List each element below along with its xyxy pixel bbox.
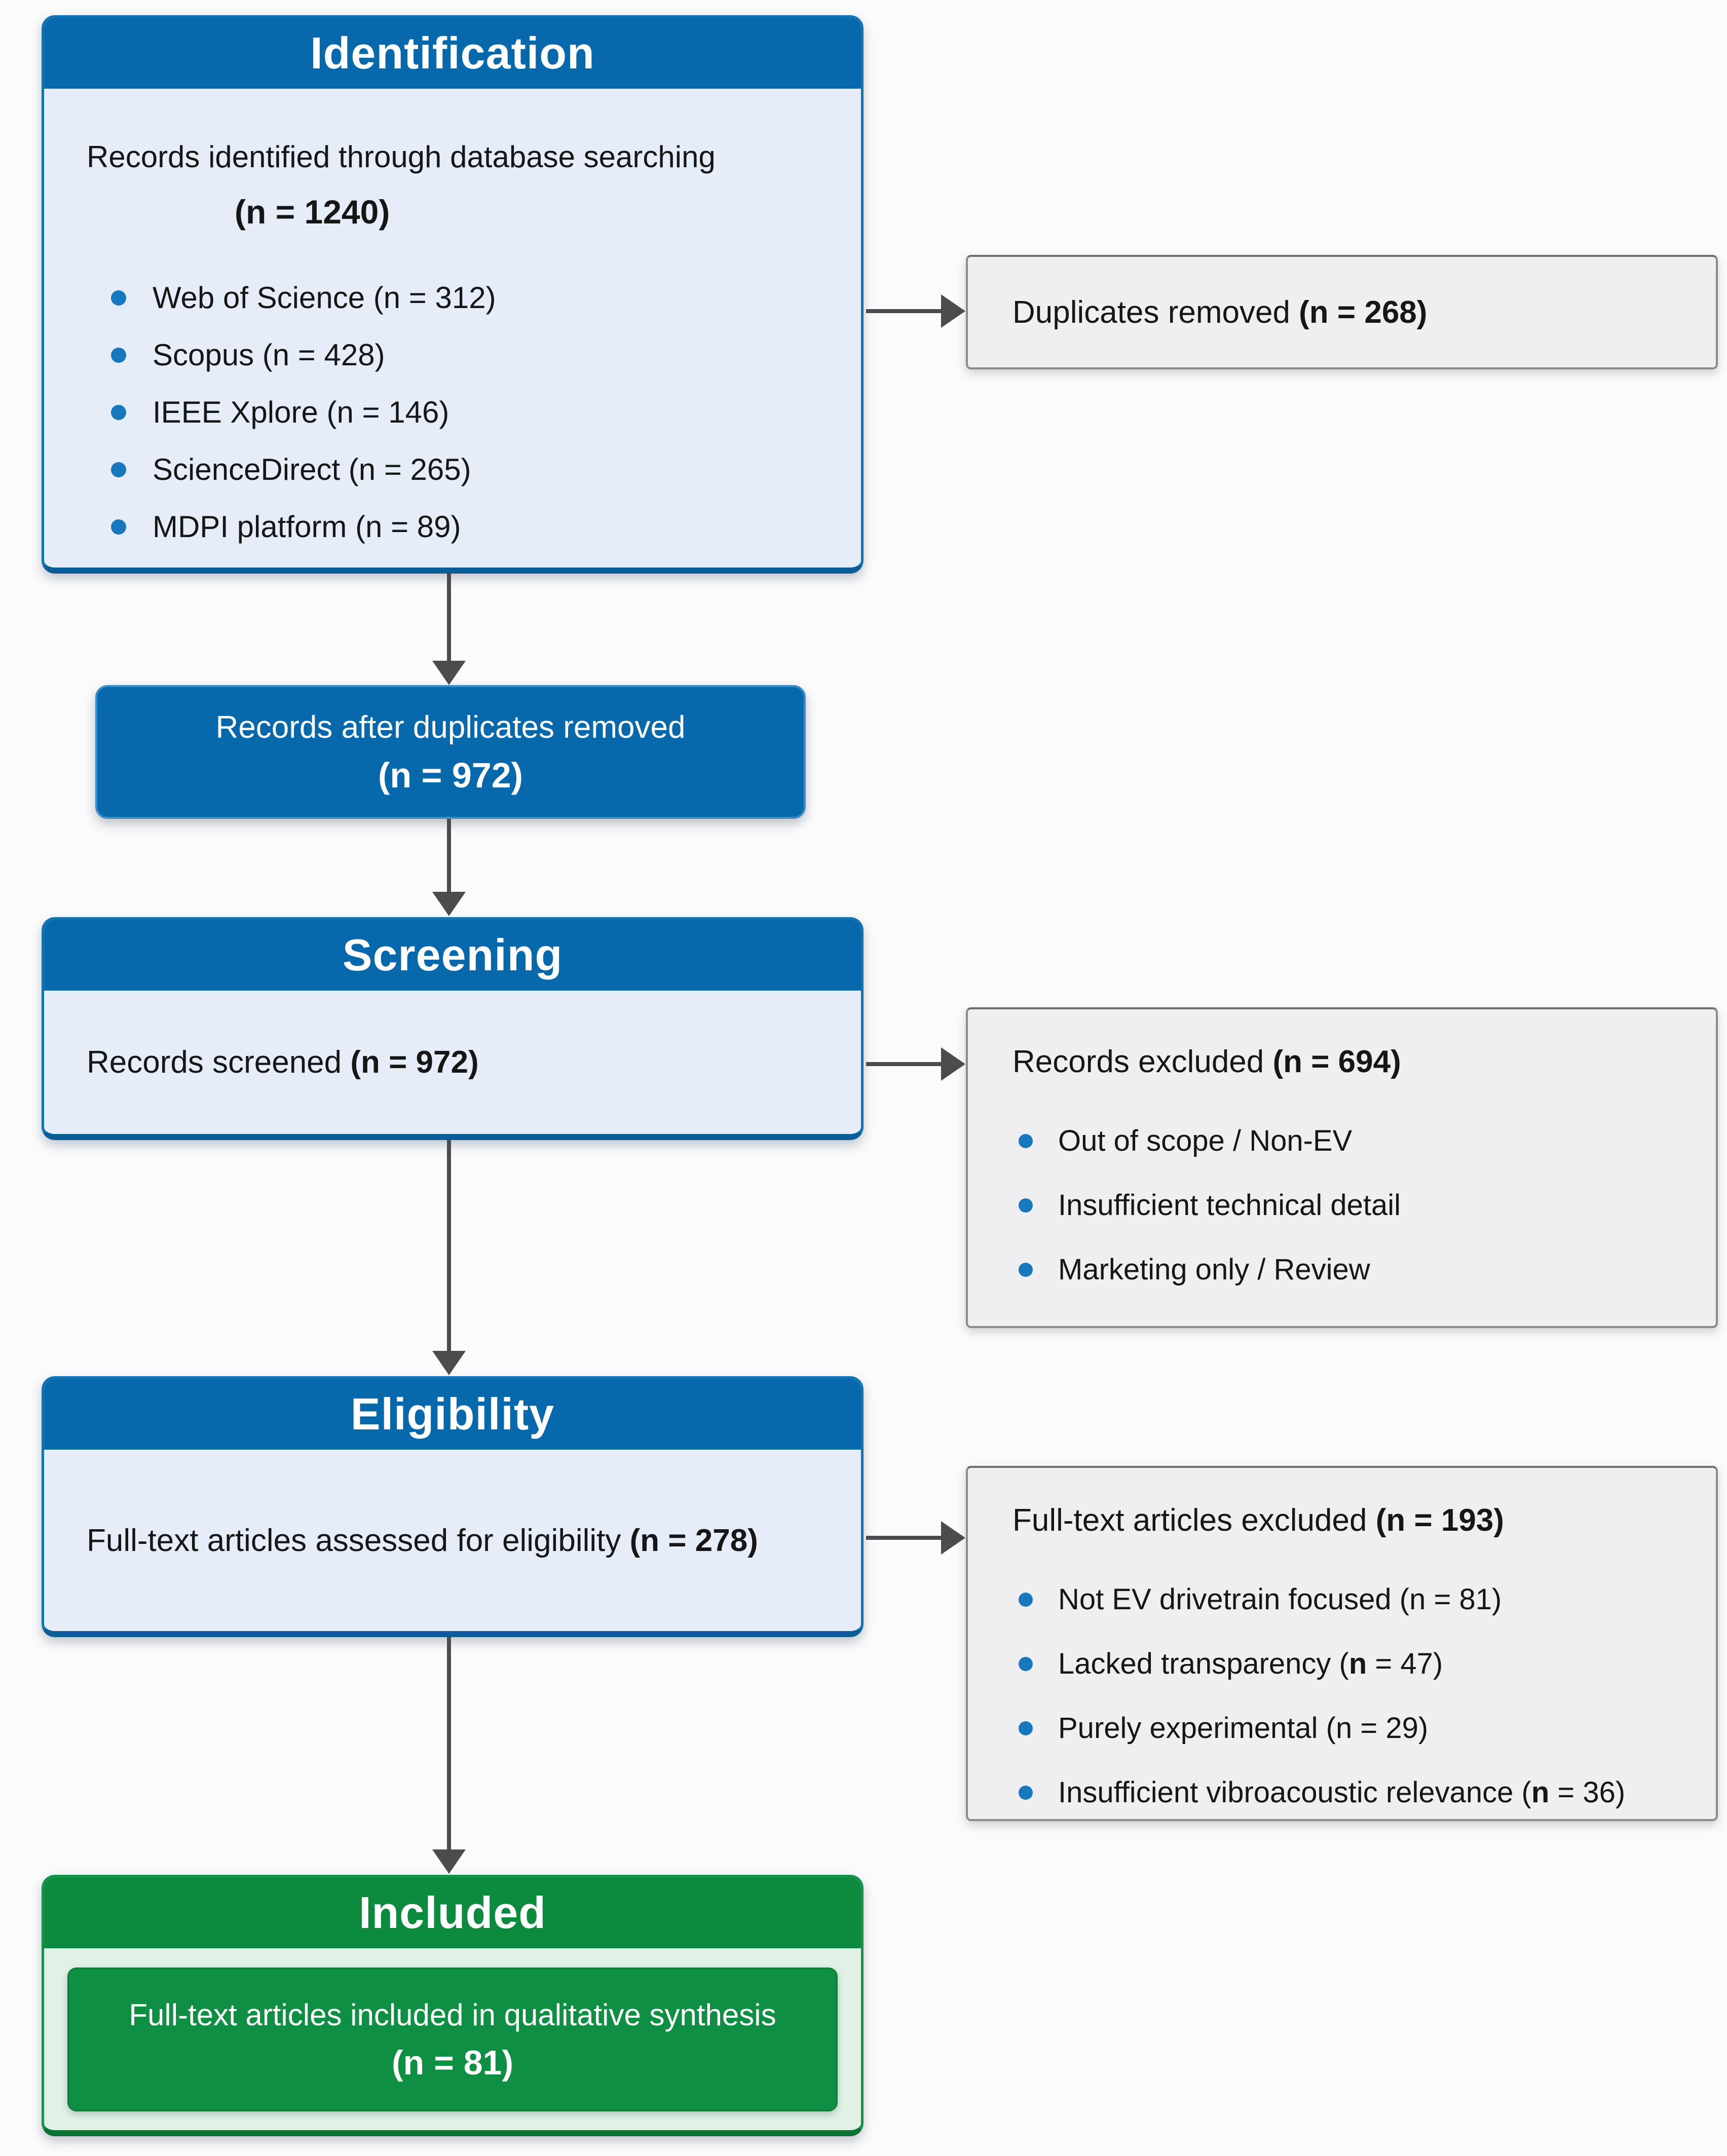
excluded-reason-item: Marketing only / Review [1019, 1237, 1691, 1302]
identification-header: Identification [44, 18, 861, 89]
reason-bold: n [1348, 1647, 1367, 1680]
duplicates-removed-count: (n = 268) [1299, 294, 1428, 330]
screening-count: (n = 972) [350, 1045, 479, 1080]
records-excluded-label: Records excluded [1012, 1044, 1273, 1079]
reason-text: = 36) [1549, 1776, 1626, 1809]
arrow-down-icon [447, 574, 451, 662]
fulltext-excluded-title [1012, 1497, 1691, 1544]
identification-body [44, 89, 861, 568]
eligibility-text [87, 1523, 758, 1559]
stage-included [42, 1875, 863, 2136]
records-excluded-box [966, 1007, 1718, 1328]
duplicates-removed-text [1012, 294, 1427, 330]
arrow-down-icon [447, 1140, 451, 1352]
identification-line: Records identified through database searching [87, 140, 716, 174]
included-count: (n = 81) [392, 2043, 513, 2082]
arrow-right-icon [866, 1536, 942, 1540]
included-result-box [67, 1968, 838, 2111]
stage-screening [42, 917, 863, 1140]
fulltext-excluded-count: (n = 193) [1375, 1503, 1505, 1538]
included-body [44, 1948, 861, 2130]
eligibility-count: (n = 278) [629, 1523, 758, 1558]
screening-text [87, 1044, 479, 1080]
excluded-reason-item: Insufficient technical detail [1019, 1173, 1691, 1237]
identification-source-list [87, 269, 836, 555]
excluded-reason-item [1019, 1760, 1691, 1825]
records-excluded-title [1012, 1039, 1691, 1085]
records-after-duplicates-count: (n = 972) [378, 755, 523, 795]
records-excluded-reason-list [1012, 1109, 1691, 1302]
source-item: Scopus (n = 428) [111, 326, 836, 384]
source-item: MDPI platform (n = 89) [111, 498, 836, 555]
fulltext-excluded-label: Full-text articles excluded [1012, 1503, 1376, 1538]
duplicates-removed-box [966, 255, 1718, 369]
eligibility-body [44, 1450, 861, 1631]
excluded-reason-item: Out of scope / Non-EV [1019, 1109, 1691, 1173]
stage-eligibility [42, 1376, 863, 1637]
reason-bold: n [1531, 1776, 1550, 1809]
eligibility-header: Eligibility [44, 1379, 861, 1450]
excluded-reason-item [1019, 1696, 1691, 1760]
source-item: ScienceDirect (n = 265) [111, 441, 836, 498]
records-after-duplicates-text: Records after duplicates removed [215, 710, 686, 745]
records-after-duplicates-box [95, 685, 806, 819]
source-item: IEEE Xplore (n = 146) [111, 384, 836, 441]
duplicates-removed-label: Duplicates removed [1012, 294, 1299, 330]
included-text: Full-text articles included in qualitative synthesis [129, 1997, 776, 2032]
records-excluded-count: (n = 694) [1272, 1044, 1401, 1079]
stage-identification [42, 15, 863, 574]
source-item: Web of Science (n = 312) [111, 269, 836, 326]
eligibility-label: Full-text articles assessed for eligibility [87, 1523, 630, 1558]
reason-text: Not EV drivetrain focused (n = 81) [1058, 1583, 1502, 1616]
included-header: Included [44, 1877, 861, 1948]
fulltext-excluded-reason-list [1012, 1567, 1691, 1825]
arrow-right-icon [866, 1062, 942, 1066]
excluded-reason-item [1019, 1632, 1691, 1696]
identification-count: (n = 1240) [235, 193, 390, 231]
reason-text: = 47) [1367, 1647, 1443, 1680]
screening-body [44, 991, 861, 1134]
screening-header: Screening [44, 920, 861, 991]
arrow-right-icon [866, 309, 942, 313]
screening-label: Records screened [87, 1045, 351, 1080]
arrow-down-icon [447, 819, 451, 893]
excluded-reason-item [1019, 1567, 1691, 1632]
reason-text: Insufficient vibroacoustic relevance ( [1058, 1776, 1531, 1809]
reason-text: Purely experimental (n = 29) [1058, 1712, 1429, 1745]
arrow-down-icon [447, 1637, 451, 1850]
reason-text: Lacked transparency ( [1058, 1647, 1349, 1680]
fulltext-excluded-box [966, 1466, 1718, 1821]
